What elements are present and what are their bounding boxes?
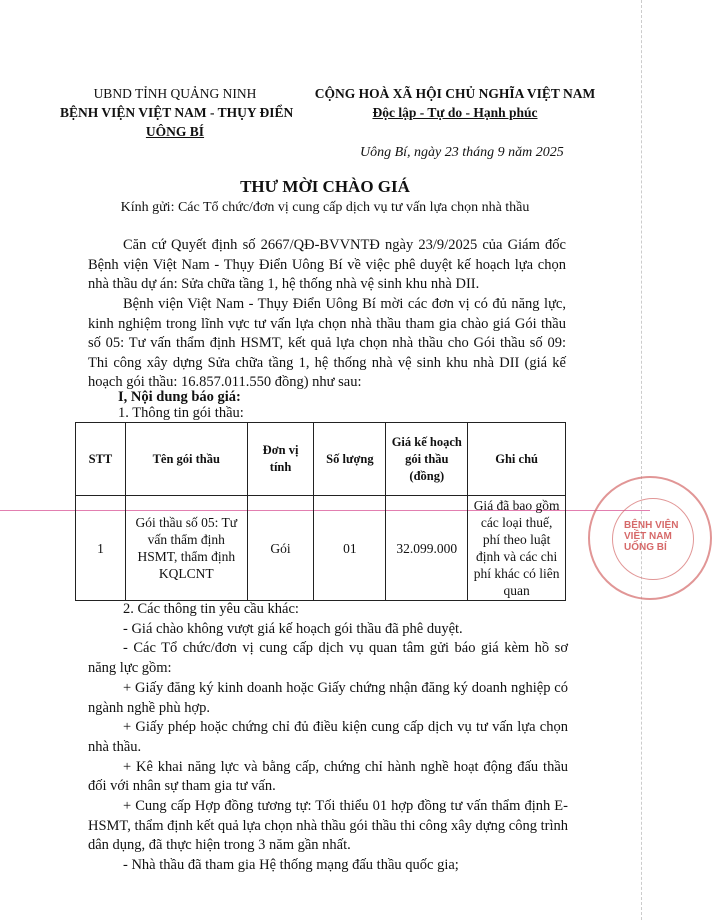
national-motto-block — [305, 84, 605, 122]
requirement-item: - Các Tổ chức/đơn vị cung cấp dịch vụ quan tâm gửi báo giá kèm hồ sơ năng lực gồm: — [88, 640, 568, 677]
issuer-block — [60, 84, 294, 141]
table-cell: Gói — [247, 496, 314, 601]
document-title: THƯ MỜI CHÀO GIÁ — [240, 177, 410, 196]
table-cell: 32.099.000 — [386, 496, 468, 601]
requirement-item: + Kê khai năng lực và bằng cấp, chứng chỉ hành nghề hoạt động đấu thầu đối với nhân sự tham gia tư vấn. — [88, 758, 568, 795]
requirements-block — [88, 600, 568, 876]
table-header: Số lượng — [314, 423, 386, 496]
paragraph-legal-basis: Căn cứ Quyết định số 2667/QĐ-BVVNTĐ ngày 23/9/2025 của Giám đốc Bệnh viện Việt Nam - Thụy Điển Uông Bí về việc phê duyệt kế hoạch lựa chọn nhà thầu dự án: Sửa chữa tầng 1, hệ thống nhà vệ sinh khu nhà DII. — [88, 237, 566, 293]
subsection-package-info: 1. Thông tin gói thầu: — [118, 405, 244, 421]
table-header-row — [76, 423, 566, 496]
table-cell: 01 — [314, 496, 386, 601]
requirement-item: - Giá chào không vượt giá kế hoạch gói thầu đã phê duyệt. — [123, 620, 463, 637]
country-name: CỘNG HOÀ XÃ HỘI CHỦ NGHĨA VIỆT NAM — [314, 86, 596, 101]
document-date: Uông Bí, ngày 23 tháng 9 năm 2025 — [360, 145, 564, 160]
paragraph-invitation: Bệnh viện Việt Nam - Thụy Điển Uông Bí mời các đơn vị có đủ năng lực, kinh nghiệm trong lĩnh vực tư vấn lựa chọn nhà thầu tham gia chào giá Gói thầu số 05: Tư vấn thẩm định HSMT, kết quả lựa chọn nhà thầu cho Gói thầu số 09: Thi công xây dựng Sửa chữa tầng 1, hệ thống nhà vệ sinh khu nhà DII (giá kế hoạch gói thầu: 16.857.011.550 đồng) như sau: — [88, 296, 566, 391]
requirement-item: + Cung cấp Hợp đồng tương tự: Tối thiểu 01 hợp đồng tư vấn thẩm định E-HSMT, thẩm định kết quả lựa chọn nhà thầu gói thầu thi công xây dựng công trình dân dụng, đã thực hiện trong 3 năm gần nhất. — [88, 798, 568, 854]
table-header: Đơn vị tính — [247, 423, 314, 496]
table-row — [76, 496, 566, 601]
issuer-province: UBND TỈNH QUẢNG NINH — [93, 86, 257, 101]
section-heading: I, Nội dung báo giá: — [118, 389, 241, 405]
page-edge-guide — [641, 0, 642, 920]
seal-text: BỆNH VIỆN VIỆT NAM UÔNG BÍ — [624, 520, 679, 553]
table-header: Ghi chú — [468, 423, 566, 496]
table-header: Tên gói thầu — [125, 423, 247, 496]
table-cell: Giá đã bao gồm các loại thuế, phí theo luật định và các chi phí khác có liên quan — [468, 496, 566, 601]
requirement-item: + Giấy phép hoặc chứng chỉ đủ điều kiện cung cấp dịch vụ tư vấn lựa chọn nhà thầu. — [88, 719, 568, 755]
issuer-city: UÔNG BÍ — [145, 124, 205, 139]
table-header: Giá kế hoạch gói thầu (đồng) — [386, 423, 468, 496]
requirement-item: - Nhà thầu đã tham gia Hệ thống mạng đấu thầu quốc gia; — [123, 857, 459, 874]
package-table — [75, 422, 566, 601]
requirement-item: + Giấy đăng ký kinh doanh hoặc Giấy chứng nhận đăng ký doanh nghiệp có ngành nghề phù hợp. — [88, 679, 568, 716]
issuer-hospital: BỆNH VIỆN VIỆT NAM - THỤY ĐIỂN — [60, 105, 294, 120]
table-cell: 1 — [76, 496, 126, 601]
table-cell: Gói thầu số 05: Tư vấn thẩm định HSMT, thẩm định KQLCNT — [125, 496, 247, 601]
motto: Độc lập - Tự do - Hạnh phúc — [372, 105, 538, 120]
subsection-other-info: 2. Các thông tin yêu cầu khác: — [123, 601, 299, 617]
recipient-line: Kính gửi: Các Tổ chức/đơn vị cung cấp dịch vụ tư vấn lựa chọn nhà thầu — [120, 200, 530, 215]
table-header: STT — [76, 423, 126, 496]
